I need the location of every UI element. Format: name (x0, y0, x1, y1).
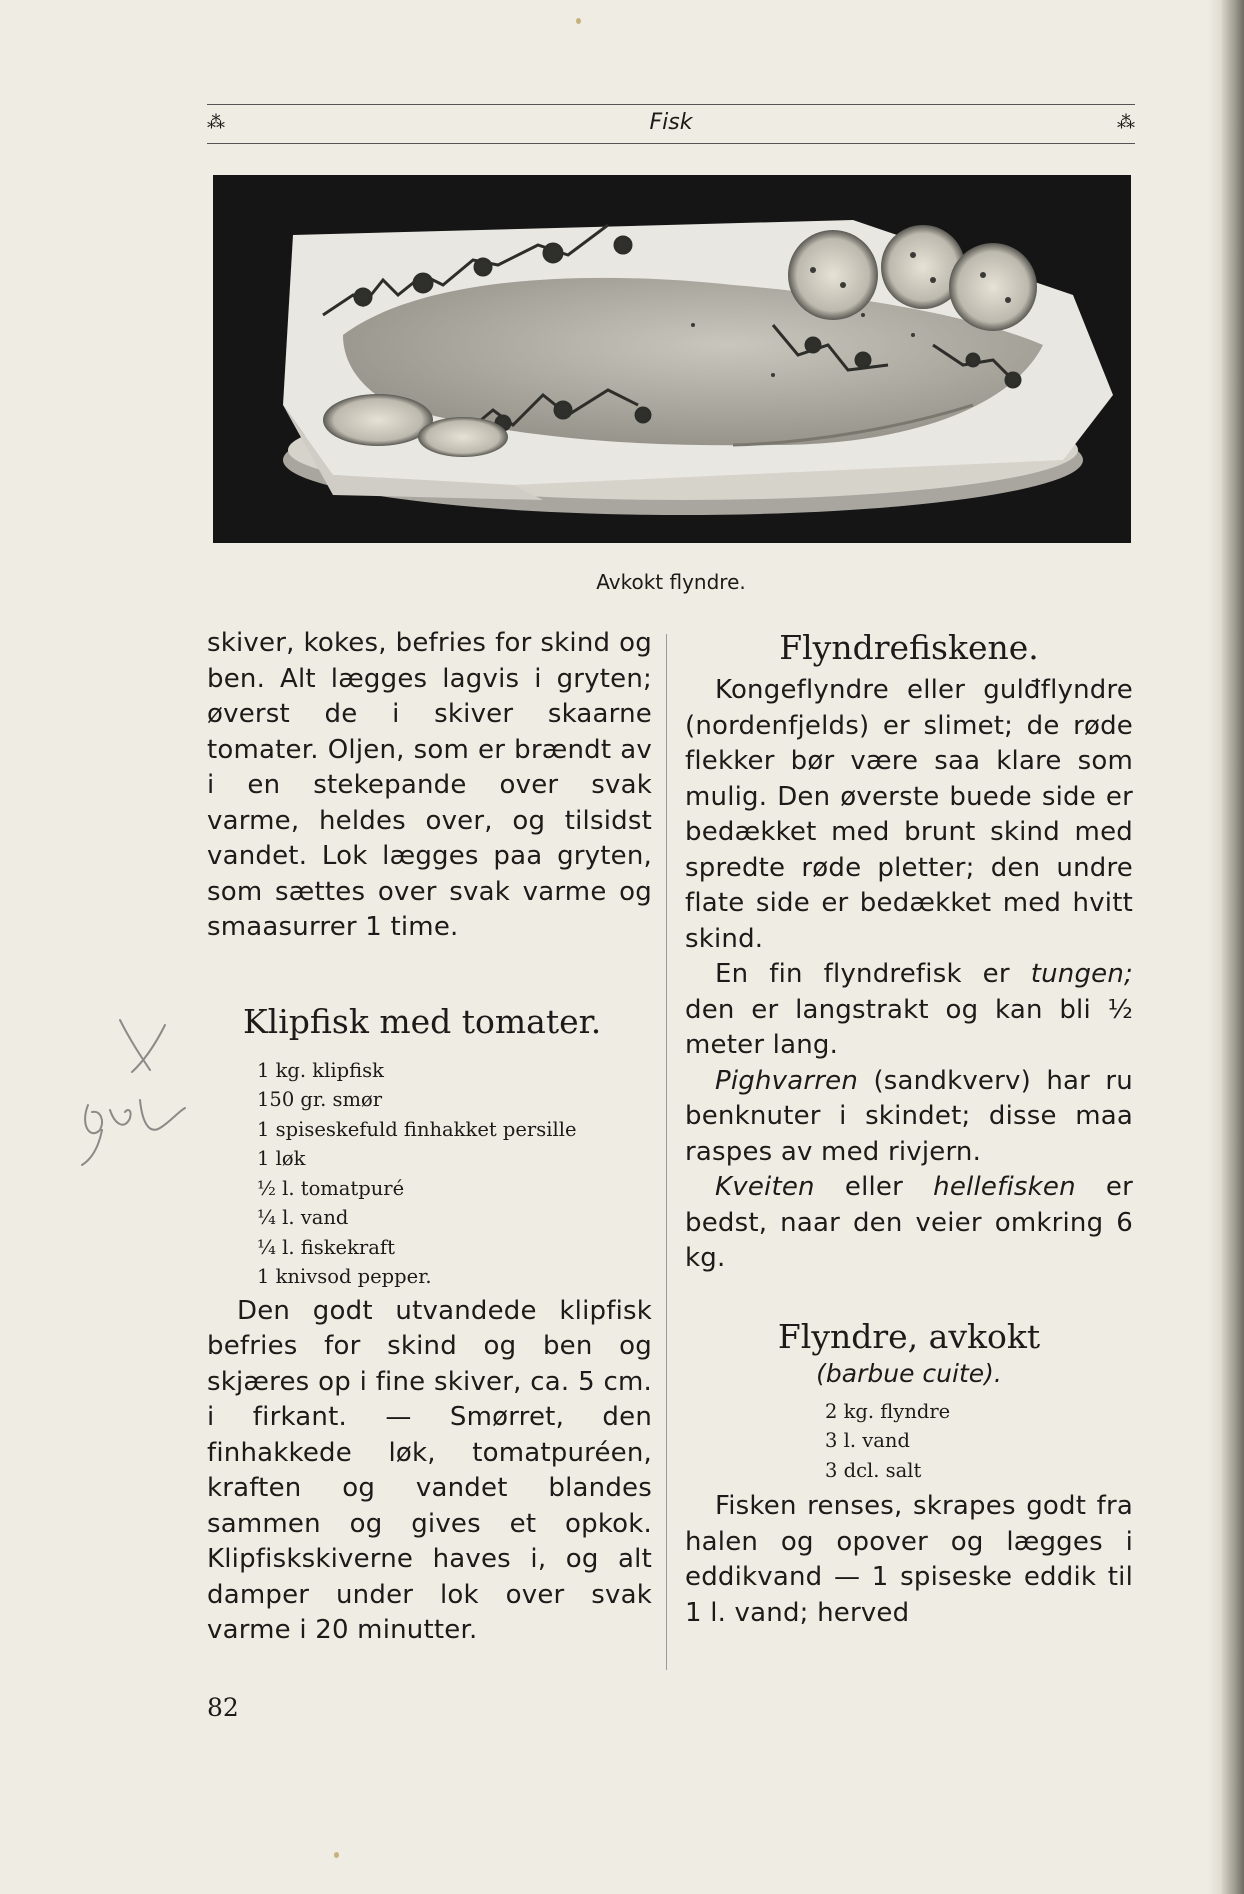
recipe-title-klipfisk: Klipfisk med tomater. (243, 1001, 602, 1041)
list-item: 3 dcl. salt (825, 1458, 922, 1482)
paragraph-kongeflyndre: Kongeflyndre eller gulđflyndre (nordenfjelds) er slimet; de røde flekker bør være saa klare som mulig. Den øverste buede side er bedækket med brunt skind med spredte røde pletter; den undre flate side er bedækket med hvitt skind. (685, 675, 1133, 954)
photo-illustration (213, 175, 1131, 543)
recipe-title-flyndre: Flyndre, avkokt (777, 1316, 1041, 1356)
recipe-subtitle-flyndre: (barbue cuite). (816, 1358, 1002, 1388)
list-item: 3 l. vand (825, 1429, 910, 1452)
left-column (207, 626, 652, 1649)
paper-speck (576, 18, 581, 24)
emphasis-kveiten: Kveiten (715, 1172, 815, 1202)
paper-speck (334, 1852, 339, 1858)
list-item: 2 kg. flyndre (825, 1399, 951, 1423)
ornament-left-icon: ⁂ (207, 112, 225, 133)
method-paragraph-klipfisk: Den godt utvandede klipfisk befries for skind og ben og skjæres op i fine skiver, ca. 5 cm. i firkant. — Smørret, den finhakkede løk, tomatpuréen, kraften og vandet blandes sammen og gives et opkok. Klipfiskskiverne haves i, og alt damper under lok over svak varme i 20 minutter. (207, 1295, 652, 1645)
running-header-title: Fisk (649, 110, 693, 135)
paragraph-kveiten (685, 1170, 1133, 1277)
ingredient-list-klipfisk (257, 1056, 652, 1292)
page-fold-shadow (1208, 0, 1222, 1894)
list-item: 1 spiseskefuld finhakket persille (257, 1117, 577, 1141)
list-item: ¼ l. fiskekraft (257, 1235, 395, 1259)
page-edge (1222, 0, 1244, 1894)
list-item: ¼ l. vand (257, 1206, 349, 1229)
running-header (207, 104, 1135, 144)
method-paragraph-flyndre: Fisken renses, skrapes godt fra halen og opover og lægges i eddikvand — 1 spiseske eddik til 1 l. vand; herved (685, 1491, 1133, 1628)
section-title-flyndrefiskene: Flyndrefiskene. (779, 628, 1039, 667)
list-item: 1 løk (257, 1147, 306, 1170)
text-span: er bedst, naar den veier omkring 6 kg. (685, 1172, 1133, 1273)
list-item: 1 knivsod pepper. (257, 1265, 432, 1288)
ingredient-list-flyndre (825, 1397, 1133, 1486)
page-number: 82 (207, 1693, 239, 1722)
ornament-right-icon: ⁂ (1117, 112, 1135, 133)
emphasis-hellefisken: hellefisken (933, 1172, 1076, 1202)
text-span: eller (814, 1172, 934, 1202)
photo-caption: Avkokt flyndre. (596, 570, 746, 594)
list-item: 150 gr. smør (257, 1088, 383, 1111)
list-item: 1 kg. klipfisk (257, 1058, 384, 1082)
list-item: ½ l. tomatpuré (257, 1176, 405, 1200)
text-span: (sandkverv) har ru benknuter i skindet; disse maa raspes av med rivjern. (685, 1065, 1133, 1167)
emphasis-tungen: tungen; (1030, 959, 1133, 989)
fish-platter-photo (213, 175, 1131, 543)
text-span: den er langstrakt og kan bli ½ meter lang. (685, 994, 1133, 1060)
text-span: En fin flyndrefisk er (715, 959, 1031, 989)
column-divider (666, 634, 667, 1670)
intro-paragraph: skiver, kokes, befries for skind og ben. Alt lægges lagvis i gryten; øverst de i skiver skaarne tomater. Oljen, som er brændt av i en stekepande over svak varme, heldes over, og tilsidst vandet. Lok lægges paa gryten, som sættes over svak varme og smaasurrer 1 time. (207, 628, 652, 942)
emphasis-pighvarren: Pighvarren (715, 1065, 859, 1096)
paragraph-tungen (685, 957, 1133, 1064)
paragraph-pighvarren (685, 1064, 1133, 1171)
pencil-mark-icon (70, 1000, 190, 1170)
right-column (685, 626, 1133, 1631)
